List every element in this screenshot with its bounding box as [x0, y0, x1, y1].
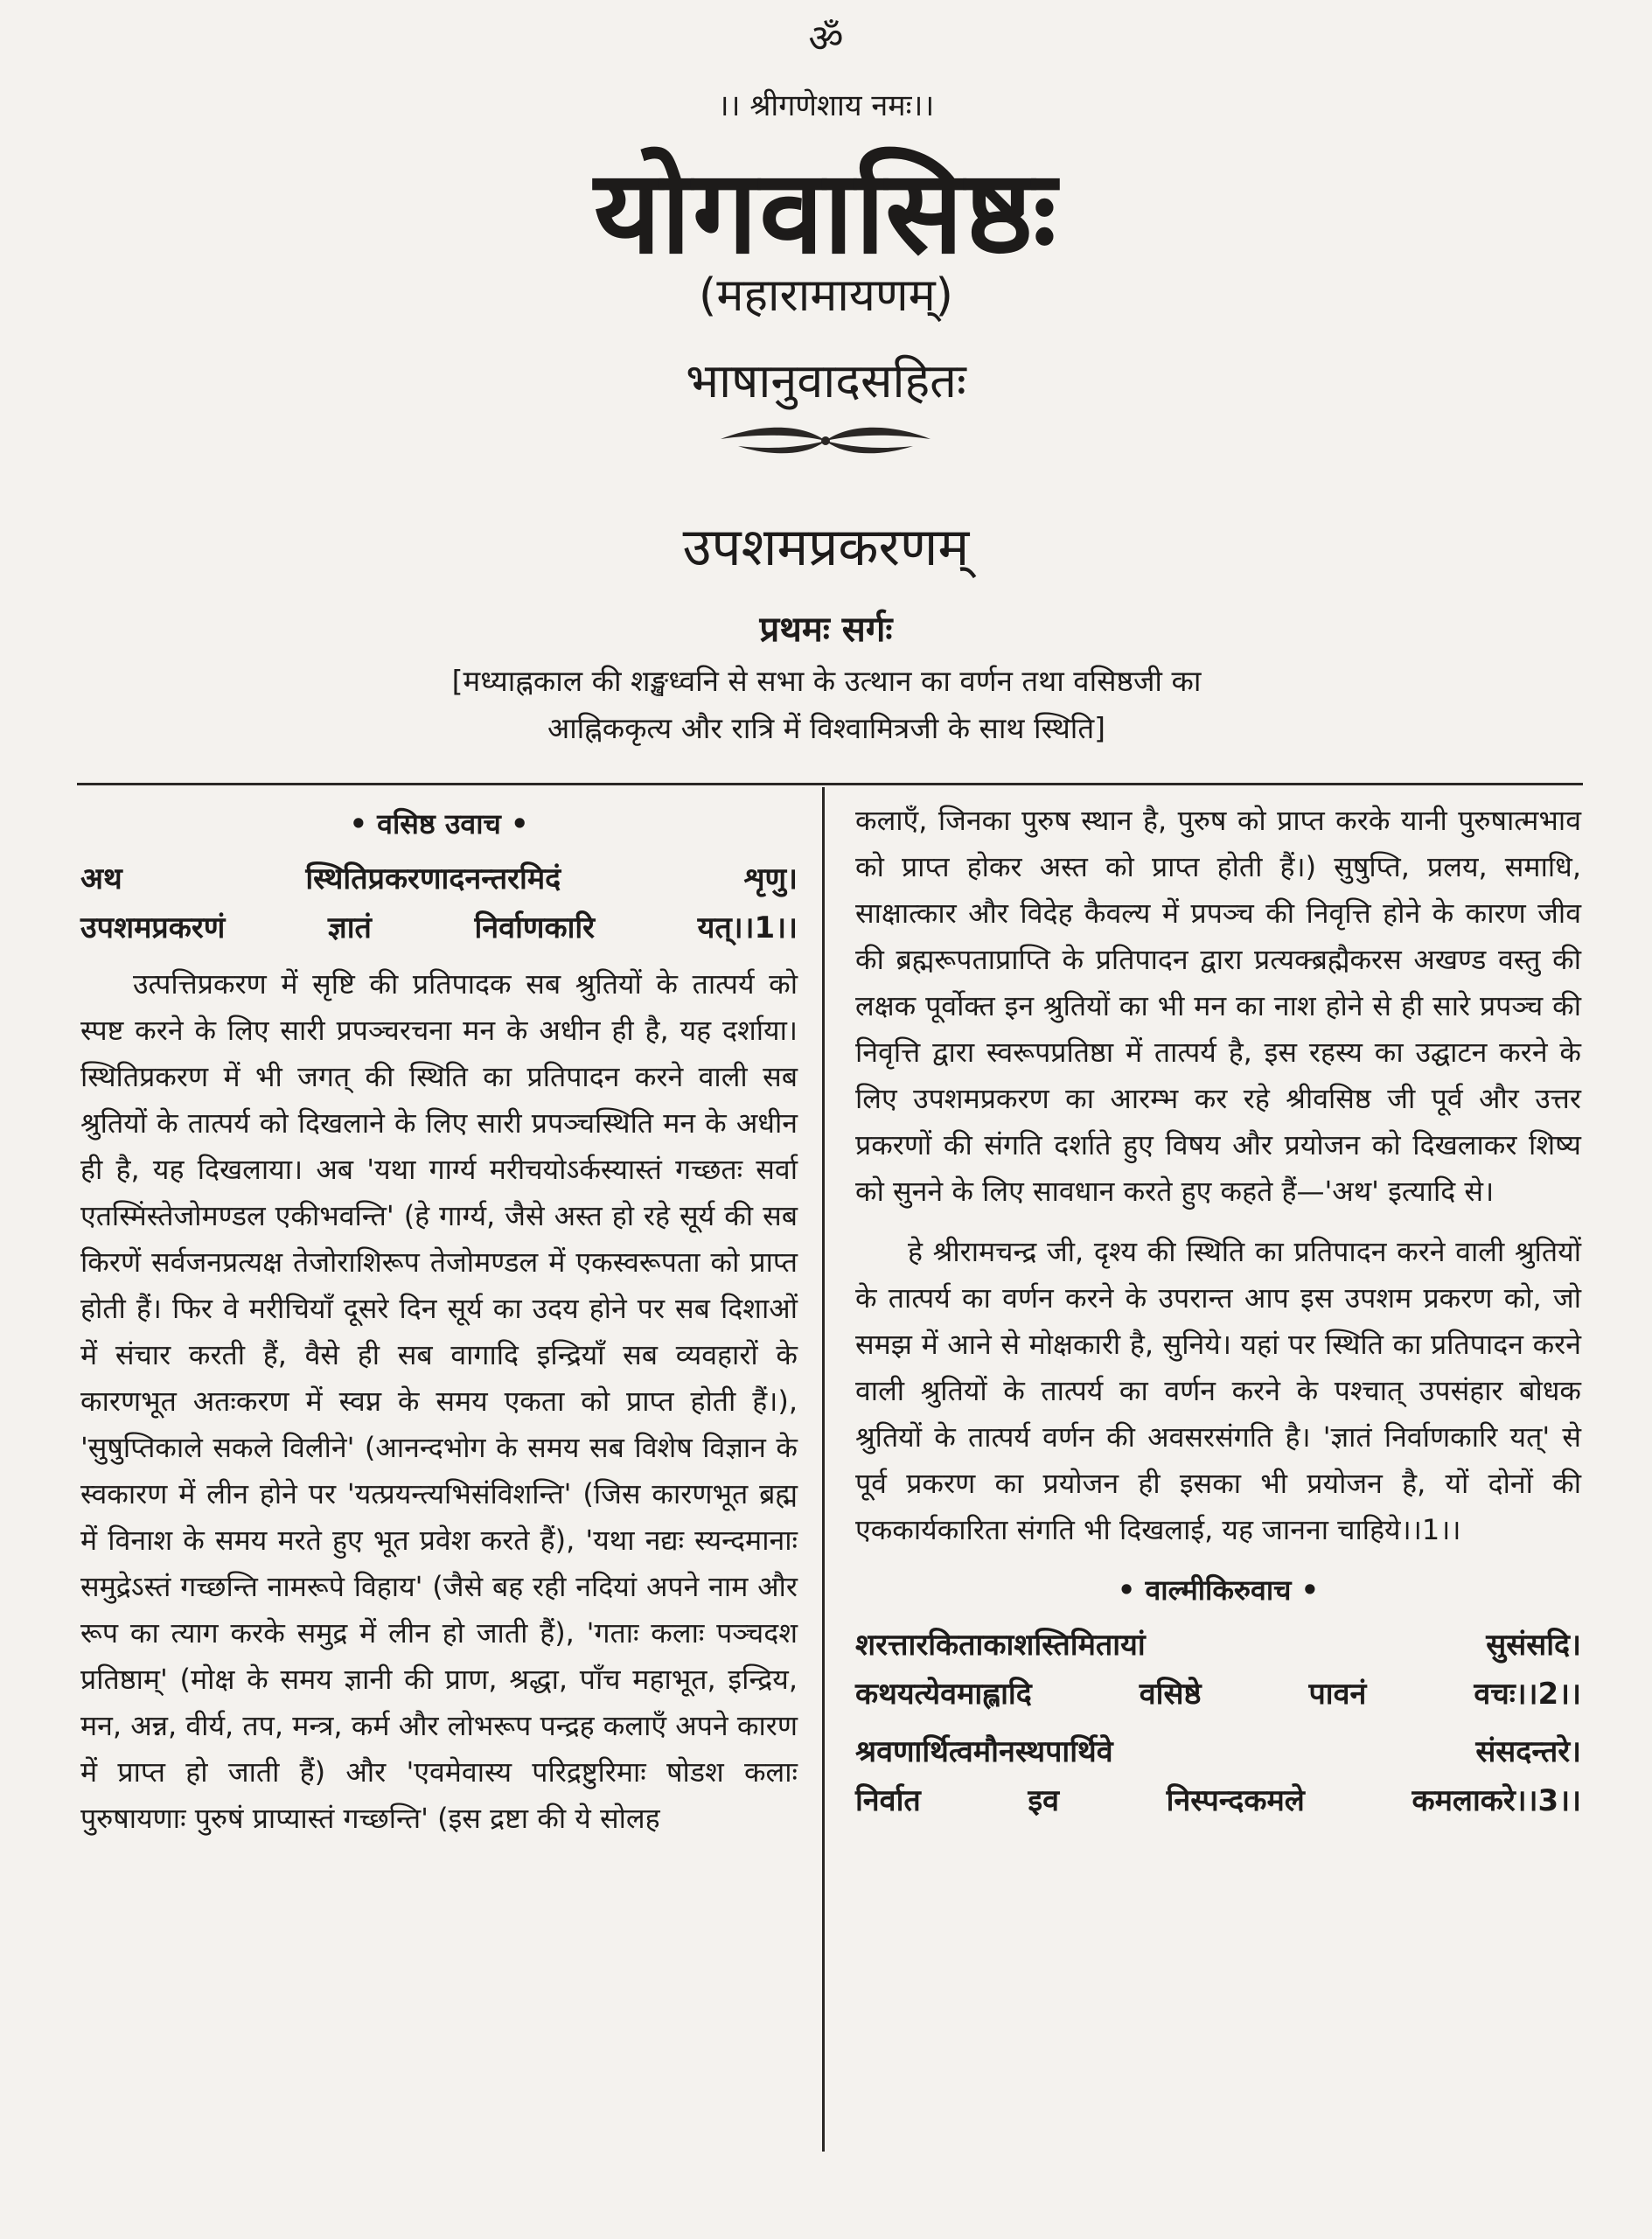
verse-word: वचः।।2।। — [1474, 1677, 1581, 1712]
om-symbol: ॐ — [808, 17, 844, 61]
verse-word: शृणु। — [743, 861, 798, 896]
verse-word: कमलाकरे।।3।। — [1412, 1783, 1581, 1818]
verse-3 — [855, 1727, 1581, 1825]
speaker-heading: • वाल्मीकिरुवाच • — [1117, 1573, 1320, 1607]
verse-line — [80, 903, 798, 952]
summary-line: आह्निककृत्य और रात्रि में विश्वामित्रजी के साथ स्थिति] — [547, 711, 1106, 745]
verse-line — [80, 854, 798, 903]
verse-word: शरत्तारकिताकाशस्तिमितायां — [855, 1628, 1146, 1663]
commentary-continuation: कलाएँ, जिनका पुरुष स्थान है, पुरुष को प्राप्त करके यानी पुरुषात्मभाव को प्राप्त होकर अस्त को प्राप्त होती हैं।) सुषुप्ति, प्रलय, समाधि, साक्षात्कार और विदेह कैवल्य में प्रपञ्च की निवृत्ति होने के कारण जीव की ब्रह्मरूपताप्राप्ति के प्रतिपादन द्वारा प्रत्यक्ब्रह्मैकरस अखण्ड वस्तु की लक्षक पूर्वोक्त इन श्रुतियों का भी मन का नाश होने से ही सारे प्रपञ्च की निवृत्ति द्वारा स्वरूपप्रतिष्ठा में तात्पर्य है, इस रहस्य का उद्घाटन करने के लिए उपशमप्रकरण का आरम्भ कर रहे श्रीवसिष्ठ जी पूर्व और उत्तर प्रकरणों की संगति दर्शाते हुए विषय और प्रयोजन को दिखलाकर शिष्य को सुनने के लिए सावधान करते हुए कहते हैं—'अथ' इत्यादि से। — [855, 804, 1581, 1208]
horizontal-rule — [77, 783, 1583, 785]
verse-line — [855, 1776, 1581, 1825]
commentary-paragraph: उत्पत्तिप्रकरण में सृष्टि की प्रतिपादक सब श्रुतियों के तात्पर्य को स्पष्ट करने के लिए सारी प्रपञ्चरचना मन के अधीन ही है, यह दर्शाया। स्थितिप्रकरण में भी जगत् की स्थिति का प्रतिपादन करने वाली सब श्रुतियों के तात्पर्य को दिखलाने के लिए सारी प्रपञ्चस्थिति मन के अधीन ही है, यह दिखलाया। अब 'यथा गार्ग्य मरीचयोऽर्कस्यास्तं गच्छतः सर्वा एतस्मिंस्तेजोमण्डल एकीभवन्ति' (हे गार्ग्य, जैसे अस्त हो रहे सूर्य की सब किरणें सर्वजनप्रत्यक्ष तेजोराशिरूप तेजोमण्डल में एकस्वरूपता को प्राप्त होती हैं। फिर वे मरीचियाँ दूसरे दिन सूर्य का उदय होने पर सब दिशाओं में संचार करती हैं, वैसे ही सब वागादि इन्द्रियाँ सब व्यवहारों के कारणभूत अतःकरण में स्वप्न के समय एकता को प्राप्त होती हैं।), 'सुषुप्तिकाले सकले विलीने' (आनन्दभोग के समय सब विशेष विज्ञान के स्वकारण में लीन होने पर 'यत्प्रयन्त्यभिसंविशन्ति' (जिस कारणभूत ब्रह्म में विनाश के समय मरते हुए भूत प्रवेश करते हैं), 'यथा नद्यः स्यन्दमानाः समुद्रेऽस्तं गच्छन्ति नामरूपे विहाय' (जैसे बह रही नदियां अपने नाम और रूप का त्याग करके समुद्र में लीन हो जाती हैं), 'गताः कलाः पञ्चदश प्रतिष्ठाम्' (मोक्ष के समय ज्ञानी की प्राण, श्रद्धा, पाँच महाभूत, इन्द्रिय, मन, अन्न, वीर्य, तप, मन्त्र, कर्म और लोभरूप पन्द्रह कलाएँ अपने कारण में प्राप्त हो जाती हैं) और 'एवमेवास्य परिद्रष्टुरिमाः षोडश कलाः पुरुषायणाः पुरुषं प्राप्यास्तं गच्छन्ति' (इस द्रष्टा की ये सोलह — [80, 967, 798, 1835]
ornament-flourish-icon — [694, 415, 957, 467]
section-title: उपशमप्रकरणम् — [682, 517, 970, 578]
verse-word: निस्पन्दकमले — [1166, 1783, 1305, 1818]
verse-word: पावनं — [1308, 1677, 1367, 1712]
verse-line — [855, 1621, 1581, 1670]
page-tagline: भाषानुवादसहितः — [686, 353, 966, 408]
verse-word: सुसंसदि। — [1486, 1628, 1581, 1663]
page-subtitle: (महारामायणम्) — [699, 269, 953, 322]
left-column — [80, 798, 798, 1856]
verse-1 — [80, 854, 798, 952]
page-title: योगवासिष्ठः — [594, 145, 1058, 280]
verse-word: ज्ञातं — [327, 910, 372, 945]
right-column — [855, 798, 1581, 1834]
verse-word: निर्वात — [855, 1783, 921, 1818]
verse-word: कथयत्येवमाह्लादि — [855, 1677, 1032, 1712]
canto-summary — [315, 658, 1338, 752]
verse-word: उपशमप्रकरणं — [80, 910, 226, 945]
summary-line: [मध्याह्नकाल की शङ्खध्वनि से सभा के उत्थान का वर्णन तथा वसिष्ठजी का — [451, 664, 1202, 698]
verse-word: अथ — [80, 861, 122, 896]
verse-word: स्थितिप्रकरणादनन्तरमिदं — [305, 861, 561, 896]
verse-word: संसदन्तरे। — [1475, 1734, 1581, 1769]
verse-word: वसिष्ठे — [1139, 1677, 1202, 1712]
verse-word: निर्वाणकारि — [474, 910, 596, 945]
translation-paragraph: हे श्रीरामचन्द्र जी, दृश्य की स्थिति का प्रतिपादन करने वाली श्रुतियों के तात्पर्य का वर्णन करने के उपरान्त आप इस उपशम प्रकरण को, जो समझ में आने से मोक्षकारी है, सुनिये। यहां पर स्थिति का प्रतिपादन करने वाली श्रुतियों के तात्पर्य का वर्णन करने के पश्चात् उपसंहार बोधक श्रुतियों के तात्पर्य वर्णन की अवसरसंगति है। 'ज्ञातं निर्वाणकारि यत्' से पूर्व प्रकरण का प्रयोजन ही इसका भी प्रयोजन है, यों दोनों की एककार्यकारिता संगति भी दिखलाई, यह जानना चाहिये।।1।। — [855, 1235, 1581, 1546]
speaker-heading: • वसिष्ठ उवाच • — [349, 807, 529, 840]
verse-line — [855, 1670, 1581, 1719]
verse-line — [855, 1727, 1581, 1776]
verse-2 — [855, 1621, 1581, 1719]
verse-word: यत्।।1।। — [697, 910, 798, 945]
verse-word: श्रवणार्थित्वमौनस्थपार्थिवे — [855, 1734, 1113, 1769]
invocation: ।। श्रीगणेशाय नमः।। — [717, 88, 935, 123]
verse-word: इव — [1028, 1783, 1059, 1818]
canto-heading: प्रथमः सर्गः — [759, 610, 893, 650]
column-divider — [822, 787, 825, 2152]
